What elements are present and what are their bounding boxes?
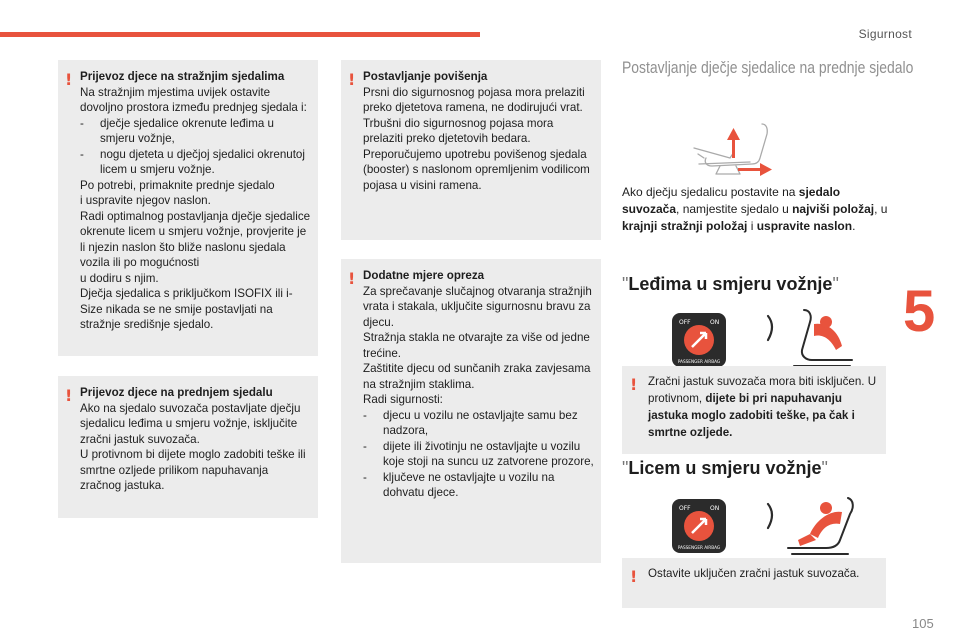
warning-box-front-seat — [58, 376, 318, 518]
warning-list — [363, 408, 595, 501]
text-run: i — [747, 219, 757, 233]
forward-facing-seat-icon — [764, 494, 860, 558]
warning-icon: ! — [630, 375, 638, 394]
warning-title: Prijevoz djece na prednjem sjedalu — [80, 386, 273, 399]
warning-text-bold: dijete bi pri napuhavanju jastuka moglo zadobiti teške, pa čak i smrtne ozljede. — [648, 392, 855, 439]
warning-box-airbag-on — [622, 558, 886, 608]
list-item: - nogu djeteta u dječjoj sjedalici okrenutoj licem u smjeru vožnje. — [80, 147, 312, 178]
heading-text: Leđima u smjeru vožnje — [628, 274, 833, 294]
text-run: Ako dječju sjedalicu postavite na — [622, 185, 799, 199]
on-label: ON — [710, 505, 720, 512]
warning-title: Postavljanje povišenja — [363, 70, 488, 83]
seat-adjust-icon — [690, 118, 800, 178]
list-item: - djecu u vozilu ne ostavljajte samu bez nadzora, — [363, 408, 595, 439]
warning-content — [363, 268, 595, 501]
text-run-bold: najviši položaj — [792, 202, 875, 216]
warning-text: Ostavite uključen zračni jastuk suvozača. — [648, 567, 860, 580]
rear-facing-heading: "Leđima u smjeru vožnje" — [622, 274, 839, 294]
warning-text: Po potrebi, primaknite prednje sjedalo i uspravite njegov naslon. Radi optimalnog postavljanja dječje sjedalice okrenute licem u smjeru vožnje, provjerite je li njezin naslon što bliže naslonu sjedala vozila ili po mogućnosti u dodiru s njim. Dječja sjedalica s priključkom ISOFIX ili i-Size nikada se ne smije postavljati na stražnje središnje sjedalo. — [80, 178, 311, 331]
warning-box-rear-seats — [58, 60, 318, 356]
warning-text: Na stražnjim mjestima uvijek ostavite dovoljno prostora između prednjeg sjedala i: — [80, 85, 307, 114]
warning-content — [80, 69, 312, 333]
forward-facing-heading: "Licem u smjeru vožnje" — [622, 458, 828, 478]
airbag-off-icon — [672, 313, 726, 367]
top-accent-bar — [0, 32, 480, 37]
warning-icon: ! — [630, 567, 638, 586]
list-item: - dječje sjedalice okrenute leđima u smjeru vožnje, — [80, 116, 312, 147]
text-run: , namjestite sjedalo u — [676, 202, 793, 216]
page-heading: Postavljanje dječje sjedalice na prednje sjedalo — [622, 58, 914, 77]
instruction-paragraph — [622, 184, 890, 235]
warning-box-precautions — [341, 259, 601, 563]
section-title: Sigurnost — [858, 27, 912, 41]
warning-icon: ! — [65, 70, 73, 89]
text-run-bold: sjedalo suvozača — [622, 185, 841, 216]
warning-icon: ! — [348, 269, 356, 288]
list-item: - ključeve ne ostavljajte u vozilu na dohvatu djece. — [363, 470, 595, 501]
warning-text: Prsni dio sigurnosnog pojasa mora prelaziti preko djetetova ramena, ne dodirujući vrat. Trbušni dio sigurnosnog pojasa mora prelaziti preko djetetovih bedara. Preporučujemo upotrebu povišenog sjedala (booster) s naslonom opremljenim vodilicom pojasa u visini ramena. — [363, 85, 590, 192]
warning-title: Prijevoz djece na stražnjim sjedalima — [80, 70, 285, 83]
rear-facing-seat-icon — [764, 306, 860, 370]
text-run: , u — [874, 202, 888, 216]
warning-icon: ! — [65, 386, 73, 405]
warning-content — [648, 373, 882, 441]
warning-box-booster — [341, 60, 601, 240]
warning-content — [363, 69, 595, 193]
chapter-number: 5 — [903, 279, 936, 344]
off-label: OFF — [679, 505, 691, 512]
list-item: - dijete ili životinju ne ostavljajte u vozilu koje stoji na suncu uz zatvorene prozore, — [363, 439, 595, 470]
warning-text: Za sprečavanje slučajnog otvaranja stražnjih vrata i stakala, uključite sigurnosnu bravu za djecu. Stražnja stakla ne otvarajte za više od jedne trećine. Zaštitite djecu od sunčanih zraka zavjesama na stražnjim staklima. Radi sigurnosti: — [363, 284, 592, 406]
warning-content — [80, 385, 312, 494]
warning-list — [80, 116, 312, 178]
page-number: 105 — [912, 616, 934, 631]
warning-content — [648, 565, 882, 582]
airbag-label: PASSENGER AIRBAG — [677, 545, 721, 550]
heading-text: Licem u smjeru vožnje — [628, 458, 822, 478]
airbag-off-icon — [672, 499, 726, 553]
airbag-label: PASSENGER AIRBAG — [677, 359, 721, 364]
warning-text: Ako na sjedalo suvozača postavljate dječju sjedalicu leđima u smjeru vožnje, isključite zračni jastuk suvozača. U protivnom bi dijete moglo zadobiti teške ili smrtne ozljede prilikom napuhavanja zračnog jastuka. — [80, 401, 306, 492]
off-label: OFF — [679, 319, 691, 326]
text-run-bold: uspravite naslon — [756, 219, 853, 233]
warning-title: Dodatne mjere opreza — [363, 269, 485, 282]
on-label: ON — [710, 319, 720, 326]
warning-box-airbag-off — [622, 366, 886, 454]
warning-text: Zračni jastuk suvozača mora biti isključen. U protivnom, — [648, 375, 877, 405]
warning-icon: ! — [348, 70, 356, 89]
text-run: . — [852, 219, 856, 233]
text-run-bold: krajnji stražnji položaj — [622, 219, 748, 233]
